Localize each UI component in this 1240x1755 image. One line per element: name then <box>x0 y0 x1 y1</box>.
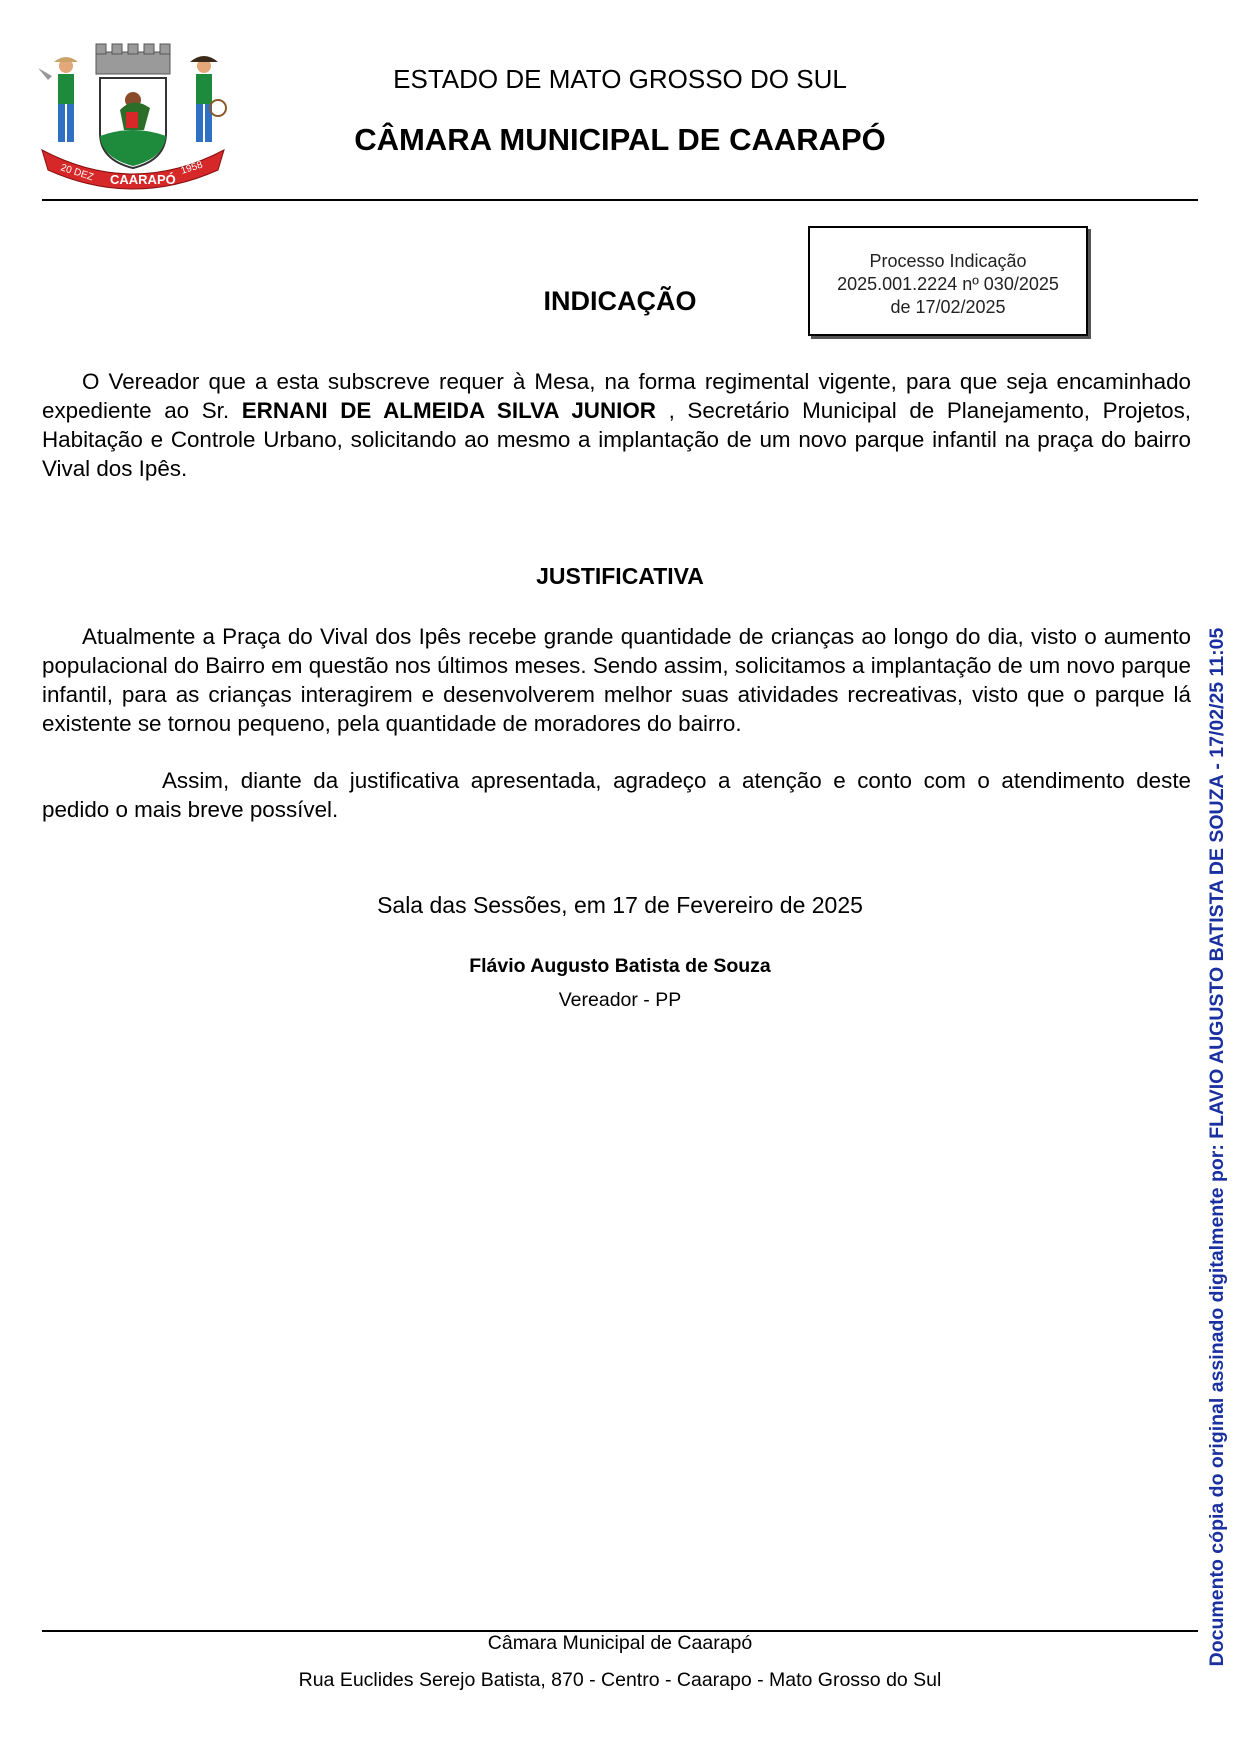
justification-text-1: Atualmente a Praça do Vival dos Ipês recebe grande quantidade de crianças ao longo do dia, visto o aumento populacional do Bairro em questão nos últimos meses. Sendo assim, solicitamos a implantação de um novo parque infantil, para as crianças interagirem e desenvolverem melhor suas atividades recreativas, visto que o parque lá existente se tornou pequeno, pela quantidade de moradores do bairro. <box>42 624 1191 736</box>
secretary-name: ERNANI DE ALMEIDA SILVA JUNIOR <box>241 398 656 423</box>
place-and-date: Sala das Sessões, em 17 de Fevereiro de 2025 <box>377 892 863 918</box>
request-text-1: O Vereador que a esta subscreve requer à Mesa, na forma regimental vigente, para que seja encaminhado expediente ao Sr. <box>42 369 1191 423</box>
footer-institution: Câmara Municipal de Caarapó <box>487 1632 753 1654</box>
state-name: ESTADO DE MATO GROSSO DO SUL <box>393 64 847 94</box>
justification-paragraph-1 <box>42 622 1191 738</box>
chamber-name: CÂMARA MUNICIPAL DE CAARAPÓ <box>354 122 886 157</box>
signer-name: Flávio Augusto Batista de Souza <box>469 955 771 977</box>
justification-title: JUSTIFICATIVA <box>536 563 704 589</box>
digital-signature-note: Documento cópia do original assinado digitalmente por: FLAVIO AUGUSTO BATISTA DE SOUZA - 17/02/25 11:05 <box>1206 627 1228 1667</box>
stamp-line-1: Processo Indicação <box>869 251 1027 271</box>
justification-paragraph-2 <box>42 766 1191 824</box>
request-text-2: , Secretário Municipal de Planejamento, Projetos, Habitação e Controle Urbano, solicitando ao mesmo a implantação de um novo parque infantil na praça do bairro Vival dos Ipês. <box>42 398 1191 481</box>
request-paragraph <box>42 367 1191 483</box>
crest-ribbon-center: CAARAPÓ <box>110 172 176 187</box>
justification-text-2: Assim, diante da justificativa apresentada, agradeço a atenção e conto com o atendimento deste pedido o mais breve possível. <box>42 768 1191 822</box>
process-stamp <box>808 226 1088 336</box>
crest-ribbon-right: 1958 <box>179 159 205 177</box>
municipal-crest-logo <box>38 38 228 190</box>
header-divider <box>42 199 1198 201</box>
signer-role: Vereador - PP <box>558 989 682 1011</box>
stamp-line-3: de 17/02/2025 <box>890 297 1006 317</box>
crest-ribbon-left: 20 DEZ <box>59 162 95 184</box>
footer-address: Rua Euclides Serejo Batista, 870 - Centro - Caarapo - Mato Grosso do Sul <box>298 1669 942 1691</box>
stamp-line-2: 2025.001.2224 nº 030/2025 <box>837 274 1059 294</box>
document-title: INDICAÇÃO <box>543 286 697 316</box>
